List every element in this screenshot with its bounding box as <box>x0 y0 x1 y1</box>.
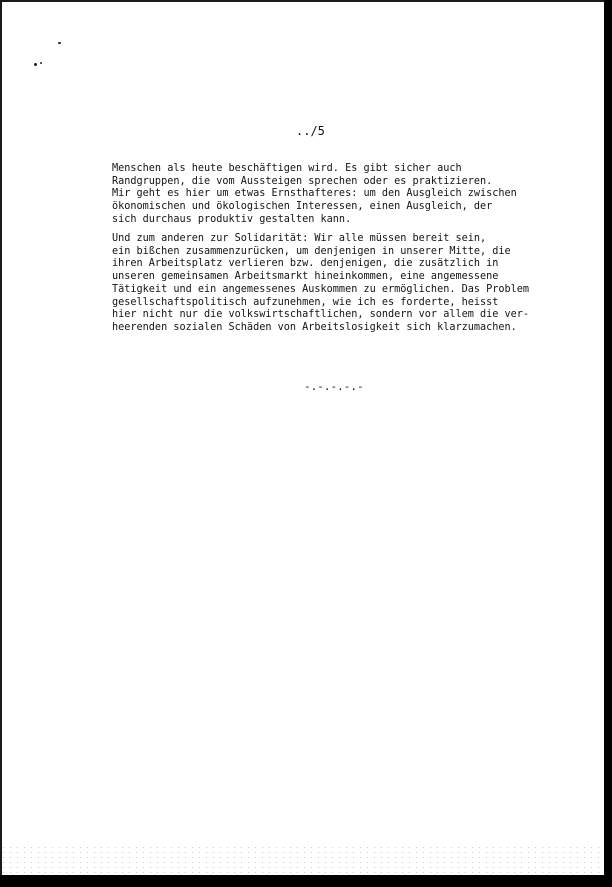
page-number: ../5 <box>296 124 325 138</box>
scan-edge-bottom <box>0 875 612 887</box>
text-line: gesellschaftspolitisch aufzunehmen, wie ich es forderte, heisst <box>112 296 499 308</box>
scan-speck <box>40 62 42 64</box>
scan-speck <box>58 42 61 44</box>
paragraph-2 <box>112 233 582 335</box>
text-line: Randgruppen, die vom Aussteigen sprechen oder es praktizieren. <box>112 175 493 187</box>
text-line: ökonomischen und ökologischen Interessen, einen Ausgleich, der <box>112 201 493 213</box>
text-line: hier nicht nur die volkswirtschaftlichen, sondern vor allem die ver- <box>112 309 530 321</box>
text-line: Tätigkeit und ein angemessenes Auskommen zu ermöglichen. Das Problem <box>112 283 530 295</box>
paragraph-1 <box>112 163 582 227</box>
text-line: heerenden sozialen Schäden von Arbeitslosigkeit sich klarzumachen. <box>112 321 517 333</box>
text-line: Und zum anderen zur Solidarität: Wir alle müssen bereit sein, <box>112 233 487 244</box>
text-line: Mir geht es hier um etwas Ernsthafteres: um den Ausgleich zwischen <box>112 188 517 200</box>
scan-edge-top <box>0 0 612 2</box>
text-line: ein bißchen zusammenzurücken, um denjenigen in unserer Mitte, die <box>112 245 511 257</box>
text-line: unseren gemeinsamen Arbeitsmarkt hineinkommen, eine angemessene <box>112 271 499 283</box>
scan-edge-right <box>604 0 612 887</box>
text-line: ihren Arbeitsplatz verlieren bzw. denjenigen, die zusätzlich in <box>112 258 499 270</box>
text-line: Menschen als heute beschäftigen wird. Es gibt sicher auch <box>112 163 462 174</box>
end-mark: -.-.-.-.- <box>304 380 364 393</box>
scan-edge-left <box>0 0 2 887</box>
text-line: sich durchaus produktiv gestalten kann. <box>112 213 352 225</box>
scan-noise <box>0 845 604 875</box>
scan-speck <box>34 63 37 66</box>
